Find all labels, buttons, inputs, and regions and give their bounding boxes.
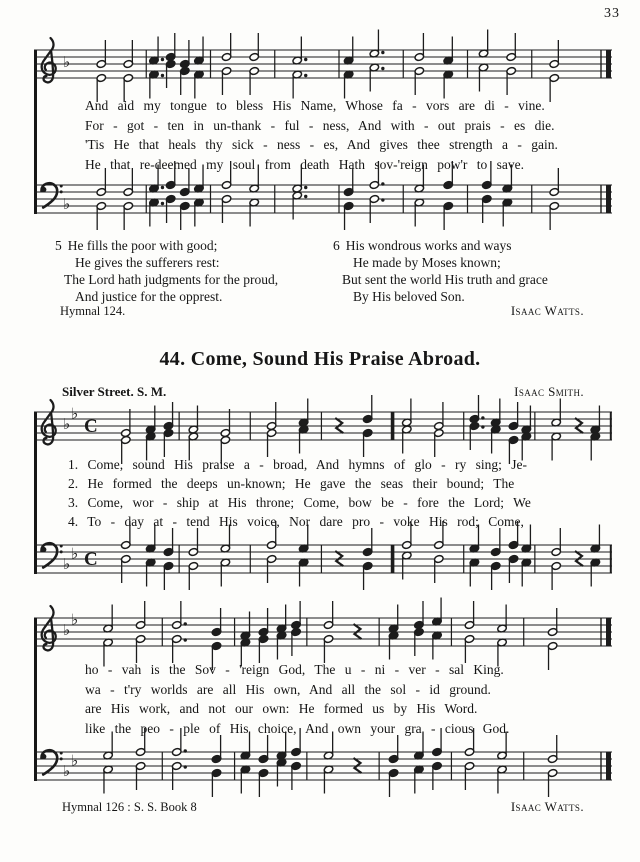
staff-bass-hymn43 bbox=[34, 157, 612, 241]
lyric-line: He that re-deemed my soul from death Hath sov-'reign pow'r to save. bbox=[85, 156, 525, 172]
svg-text:♭: ♭ bbox=[71, 610, 79, 629]
verse-line: 5 He fills the poor with good; bbox=[55, 238, 218, 253]
svg-text:♭: ♭ bbox=[71, 544, 79, 563]
verse-6 bbox=[333, 237, 608, 305]
lyric-line: 1. Come, sound His praise a - broad, And hymns of glo - ry sing; Je- bbox=[68, 457, 527, 472]
lyric-line: are His work, and not our own: He formed us by His Word. bbox=[85, 701, 478, 716]
svg-text:♭: ♭ bbox=[63, 762, 71, 780]
staff-bass-hymn44-line2 bbox=[34, 724, 612, 808]
svg-text:♭: ♭ bbox=[71, 751, 79, 770]
svg-text:♭: ♭ bbox=[63, 53, 71, 71]
lyric-line: wa - t'ry worlds are all His own, And all the sol - id ground. bbox=[85, 681, 491, 697]
verse-line: But sent the world His truth and grace bbox=[342, 272, 548, 287]
staff-treble-hymn43 bbox=[34, 22, 612, 106]
lyric-line: 3. Come, wor - ship at His throne; Come, bow be - fore the Lord; We bbox=[68, 495, 531, 510]
verse-line: 6 His wondrous works and ways bbox=[333, 238, 512, 253]
verse-line: The Lord hath judgments for the proud, bbox=[64, 272, 279, 287]
verse-number: 5 bbox=[55, 238, 62, 253]
svg-text:C: C bbox=[84, 416, 98, 437]
hymn44-author: Isaac Watts. bbox=[510, 799, 584, 814]
verse-line: And justice for the opprest. bbox=[75, 289, 223, 304]
staff-bass-hymn44-line1 bbox=[34, 517, 612, 601]
hymn44-source: Hymnal 126 : S. S. Book 8 bbox=[62, 800, 197, 814]
tune-name: Silver Street. S. M. bbox=[62, 384, 167, 399]
lyric-line: like the peo - ple of His choice, And own your gra - cious God. bbox=[85, 720, 510, 736]
lyric-line: 2. He formed the deeps un-known; He gave the seas their bound; The bbox=[68, 476, 515, 491]
verse-line: He gives the sufferers rest: bbox=[75, 255, 220, 270]
lyric-line: 4. To - day at - tend His voice, Nor dare pro - voke His rod; Come, bbox=[68, 514, 524, 529]
lyric-line: 'Tis He that heals thy sick - ness - es, And gives thee strength a - gain. bbox=[85, 137, 558, 152]
svg-text:C: C bbox=[84, 549, 98, 570]
svg-text:♭: ♭ bbox=[63, 415, 71, 433]
lyric-line: ho - vah is the Sov - 'reign God, The u - ni - ver - sal King. bbox=[85, 662, 504, 677]
hymn43-author: Isaac Watts. bbox=[510, 303, 584, 318]
verse-5 bbox=[55, 237, 330, 305]
svg-text:♭: ♭ bbox=[71, 404, 79, 423]
page-number: 33 bbox=[604, 6, 620, 21]
composer-name: Isaac Smith. bbox=[514, 384, 584, 399]
verse-number: 6 bbox=[333, 238, 340, 253]
hymn-title: 44. Come, Sound His Praise Abroad. bbox=[159, 348, 481, 370]
lyric-line: For - got - ten in un-thank - ful - ness, And with - out prais - es die. bbox=[85, 117, 555, 133]
svg-text:♭: ♭ bbox=[63, 195, 71, 213]
svg-text:♭: ♭ bbox=[63, 555, 71, 573]
svg-text:♭: ♭ bbox=[63, 621, 71, 639]
verse-line: He made by Moses known; bbox=[353, 255, 501, 270]
verse-line: By His beloved Son. bbox=[353, 289, 465, 304]
hymn43-source: Hymnal 124. bbox=[60, 304, 126, 318]
lyric-line: And aid my tongue to bless His Name, Whose fa - vors are di - vine. bbox=[85, 98, 545, 113]
